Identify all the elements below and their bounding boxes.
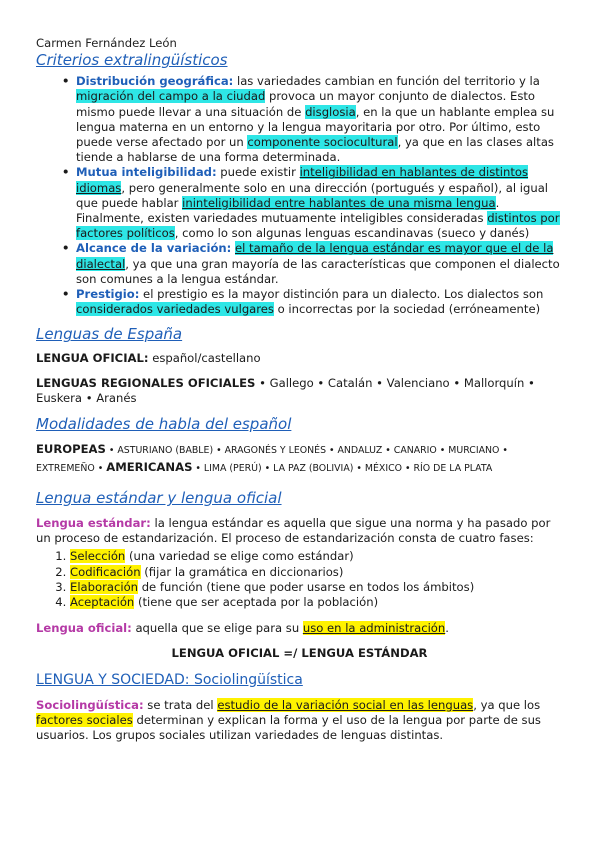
label: LENGUAS REGIONALES OFICIALES (36, 375, 256, 390)
list-item (70, 595, 563, 610)
highlight: ininteligibilidad entre hablantes de una misma lengua (182, 195, 496, 210)
text: , pero generalmente solo en una dirección (portugués y español), al igual que puede hablar (76, 180, 549, 210)
text: , ya que los (473, 697, 541, 712)
text: , en la que un hablante emplea su lengua materna en un entorno y la lengua mayoritaria por otro. Por último, esto puede verse afectado por un (76, 104, 555, 150)
document-page (36, 36, 563, 743)
text: aquella que se elige para su (131, 621, 303, 636)
text: (fijar la gramática en diccionarios) (140, 564, 344, 579)
term: Distribución geográfica: (76, 74, 234, 89)
modalidades-line (36, 441, 563, 477)
value: español/castellano (148, 351, 261, 366)
term: Sociolingüística: (36, 697, 144, 712)
list-item (70, 580, 563, 595)
term: Lengua oficial: (36, 621, 132, 636)
estandar-paragraph (36, 516, 563, 546)
criteria-list (36, 74, 563, 317)
section-title-estandar-oficial: Lengua estándar y lengua oficial (36, 489, 282, 508)
regionales-line (36, 376, 563, 406)
highlight: considerados variedades vulgares (76, 302, 274, 317)
list-item (70, 565, 563, 580)
text: , ya que en las clases altas tiende a hablarse de una forma determinada. (76, 135, 554, 165)
section-title-sociolinguistica: LENGUA Y SOCIEDAD: Sociolingüística (36, 671, 303, 688)
text: de función (tiene que poder usarse en todos los ámbitos) (138, 579, 475, 594)
highlight: el tamaño de la lengua estándar es mayor que el de la dialectal (76, 241, 554, 271)
text: puede existir (216, 165, 300, 180)
text: o incorrectas por la sociedad (erróneamente) (273, 302, 541, 317)
text: determinan y explican la forma y el uso de la lengua por parte de sus usuarios. Los grupos sociales utilizan variedades de lenguas distintas. (36, 712, 541, 743)
label: LENGUA OFICIAL: (36, 351, 149, 366)
comparison-line: LENGUA OFICIAL =/ LENGUA ESTÁNDAR (171, 646, 428, 661)
section-title-lenguas-espana: Lenguas de España (36, 325, 183, 344)
label: AMERICANAS (106, 460, 193, 475)
highlight: componente sociocultural (247, 135, 398, 150)
oficial-line (36, 351, 563, 366)
phases-list (36, 549, 563, 610)
text: las variedades cambian en función del territorio y la (233, 74, 540, 89)
term: Lengua estándar: (36, 516, 151, 531)
term: Alcance de la variación: (76, 241, 232, 256)
highlight: inteligibilidad en hablantes de distintos idiomas (76, 165, 529, 195)
text: , como lo son algunas lenguas escandinavas (sueco y danés) (174, 226, 530, 241)
highlight: uso en la administración (302, 621, 446, 636)
text: el prestigio es la mayor distinción para un dialecto. Los dialectos son (139, 287, 544, 302)
list-item (76, 74, 563, 165)
list-item (70, 549, 563, 564)
term: Mutua inteligibilidad: (76, 165, 217, 180)
author-name: Carmen Fernández León (36, 36, 177, 50)
list-item (76, 165, 563, 241)
section-title-modalidades: Modalidades de habla del español (36, 415, 292, 434)
oficial-paragraph (36, 621, 563, 636)
highlight: estudio de la variación social en las lenguas (217, 697, 474, 712)
list-item (76, 241, 563, 287)
text: . (445, 621, 449, 636)
text: , ya que una gran mayoría de las características que componen el dialecto son comunes a la lengua estándar. (76, 256, 560, 286)
text: (tiene que ser aceptada por la población) (134, 595, 379, 610)
value: • LIMA (PERÚ) • LA PAZ (BOLIVIA) • MÉXICO • RÍO DE LA PLATA (192, 463, 493, 475)
highlight: disglosia (305, 104, 356, 119)
highlight: distintos por factores políticos (76, 211, 560, 241)
sociolinguistica-paragraph (36, 698, 563, 744)
term: Prestigio: (76, 287, 140, 302)
text: provoca un mayor conjunto de dialectos. Esto mismo puede llevar a una situación de (76, 89, 536, 119)
section-title-criterios: Criterios extralingüísticos (36, 51, 228, 70)
highlight: Selección (70, 549, 126, 564)
text: se trata del (143, 697, 218, 712)
highlight: migración del campo a la ciudad (76, 89, 266, 104)
highlight: Aceptación (70, 595, 135, 610)
highlight: Elaboración (70, 579, 139, 594)
list-item (76, 287, 563, 317)
label: EUROPEAS (36, 442, 106, 457)
text: . Finalmente, existen variedades mutuamente inteligibles consideradas (76, 195, 500, 226)
text: la lengua estándar es aquella que sigue una norma y ha pasado por un proceso de estandarización. El proceso de estandarización consta de cuatro fases: (36, 516, 551, 546)
highlight: Codificación (70, 564, 141, 579)
value: • Gallego • Catalán • Valenciano • Mallorquín • Euskera • Aranés (36, 375, 535, 405)
value: • ASTURIANO (BABLE) • ARAGONÉS Y LEONÉS • ANDALUZ • CANARIO • MURCIANO • EXTREMEÑO • (36, 445, 508, 475)
highlight: factores sociales (36, 712, 133, 727)
text: (una variedad se elige como estándar) (125, 549, 354, 564)
